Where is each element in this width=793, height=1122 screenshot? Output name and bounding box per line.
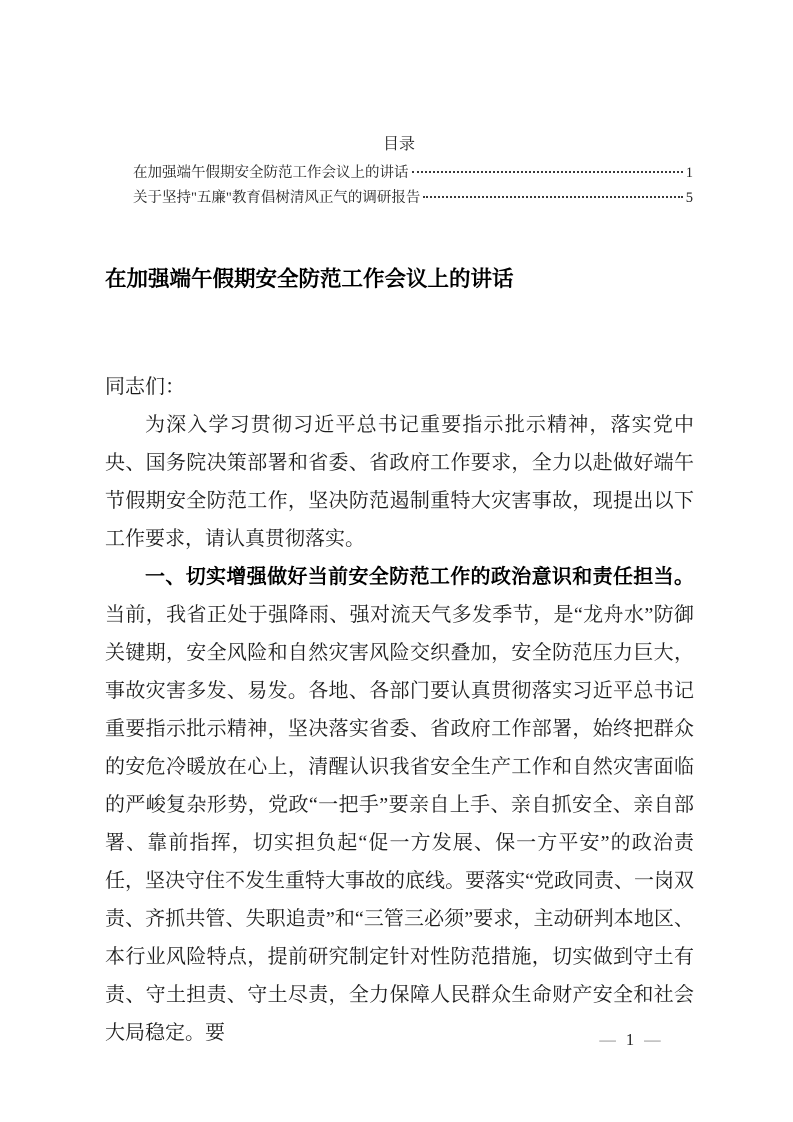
document-title: 在加强端午假期安全防范工作会议上的讲话 xyxy=(105,267,514,291)
footer-dash-left: — xyxy=(599,1030,616,1049)
toc-dot-leader xyxy=(412,171,683,173)
section-1-heading: 一、切实增强做好当前安全防范工作的政治意识和责任担当。 xyxy=(145,566,694,588)
page-footer xyxy=(560,1028,700,1052)
toc-entry-1-page: 1 xyxy=(685,165,693,181)
toc-entry-2-page: 5 xyxy=(685,190,693,206)
toc-title: 目录 xyxy=(382,136,415,153)
table-of-contents xyxy=(105,134,693,211)
footer-dash-right: — xyxy=(644,1030,661,1049)
paragraph-1: 为深入学习贯彻习近平总书记重要指示批示精神，落实党中央、国务院决策部署和省委、省政府工作要求，全力以赴做好端午节假期安全防范工作，坚决防范遏制重特大灾害事故，现提出以下工作要求，请认真贯彻落实。 xyxy=(105,414,694,550)
toc-entry-1[interactable] xyxy=(105,161,693,186)
toc-entry-1-label[interactable]: 在加强端午假期安全防范工作会议上的讲话 xyxy=(133,165,409,181)
document-body xyxy=(105,368,694,1052)
toc-entry-2[interactable] xyxy=(105,186,693,211)
toc-dot-leader xyxy=(423,196,682,198)
salutation: 同志们： xyxy=(105,376,185,398)
toc-entry-2-label[interactable]: 关于坚持"五廉"教育倡树清风正气的调研报告 xyxy=(133,190,421,206)
paragraph-2-text: 当前，我省正处于强降雨、强对流天气多发季节，是“龙舟水”防御关键期，安全风险和自然灾害风险交织叠加，安全防范压力巨大，事故灾害多发、易发。各地、各部门要认真贯彻落实习近平总书记重要指示批示精神，坚决落实省委、省政府工作部署，始终把群众的安危冷暖放在心上，清醒认识我省安全生产工作和自然灾害面临的严峻复杂形势，党政“一把手”要亲自上手、亲自抓安全、亲自部署、靠前指挥，切实担负起“促一方发展、保一方平安”的政治责任，坚决守住不发生重特大事故的底线。要落实“党政同责、一岗双责、齐抓共管、失职追责”和“三管三必须”要求，主动研判本地区、本行业风险特点，提前研究制定针对性防范措施，切实做到守土有责、守土担责、守土尽责，全力保障人民群众生命财产安全和社会大局稳定。要 xyxy=(105,604,694,1044)
paragraph-2 xyxy=(105,558,694,1052)
page-number: 1 xyxy=(625,1030,635,1049)
